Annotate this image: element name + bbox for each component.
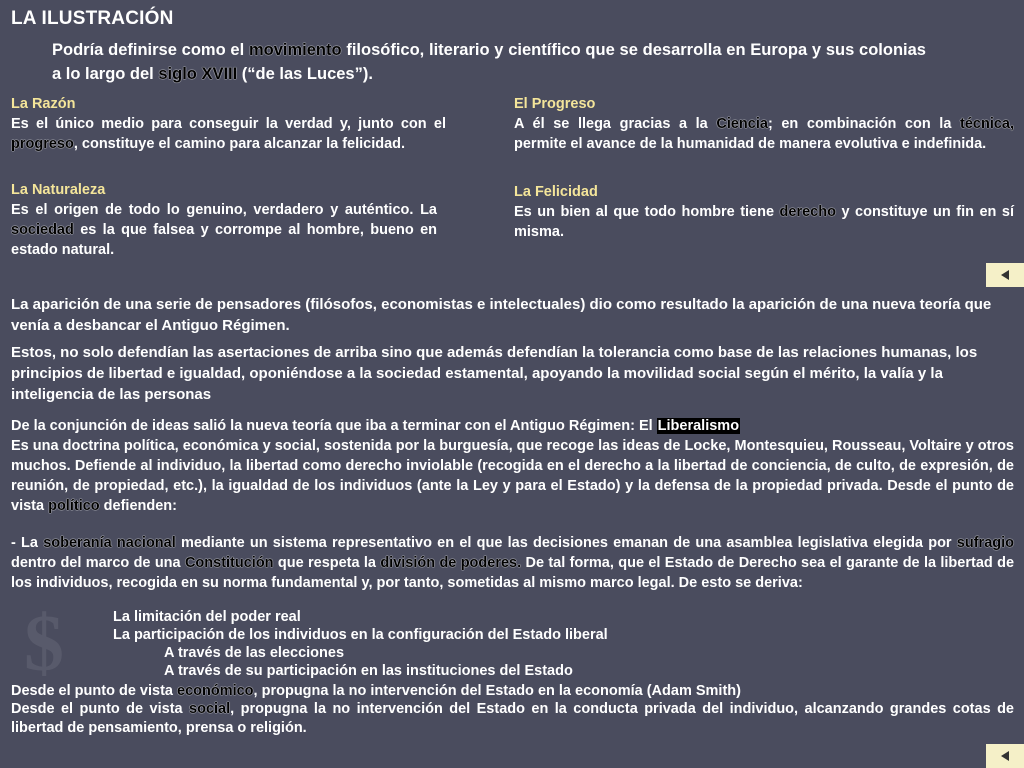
deriva-item-2: La participación de los individuos en la configuración del Estado liberal: [113, 627, 608, 643]
soberania-paragraph: - La soberanía nacional mediante un sistema representativo en el que las decisiones emanan de una asamblea legislativa elegida por sufragio dentro del marco de una Constitución que respeta la división de poderes. De tal forma, que el Estado de Derecho sea el garante de la libertad de los individuos, recogida en su norma fundamental y, por tanto, sometidas al mismo marco legal. De esto se deriva:: [11, 535, 1015, 591]
keyword-social: social: [189, 701, 231, 717]
naturaleza-text: Es el origen de todo lo genuino, verdadero y auténtico. La sociedad es la que falsea y corrompe al hombre, bueno en estado natural.: [11, 202, 437, 258]
felicidad-box: [514, 182, 1014, 242]
keyword-derecho: derecho: [779, 204, 836, 220]
progreso-text: A él se llega gracias a la Ciencia; en combinación con la técnica, permite el avance de la humanidad de manera evolutiva e indefinida.: [514, 116, 1014, 152]
estos-paragraph: Estos, no solo defendían las asertaciones de arriba sino que además defendían la tolerancia como base de las relaciones humanas, los principios de libertad e igualdad, oponiéndose a la sociedad estamental, apoyando la movilidad social según el mérito, la valía y la inteligencia de las personas: [11, 344, 978, 403]
keyword-tecnica: técnica,: [960, 116, 1014, 132]
progreso-box: [514, 94, 1014, 154]
keyword-economico: económico: [177, 683, 254, 699]
naturaleza-heading: La Naturaleza: [11, 182, 106, 198]
back-button[interactable]: [986, 263, 1024, 287]
keyword-liberalismo: Liberalismo: [657, 418, 740, 434]
keyword-siglo: siglo XVIII: [158, 65, 238, 83]
back-button-bottom[interactable]: [986, 744, 1024, 768]
economico-paragraph: Desde el punto de vista económico, propugna la no intervención del Estado en la economía (Adam Smith): [11, 683, 741, 699]
svg-text:$: $: [24, 600, 64, 688]
keyword-ciencia: Ciencia: [716, 116, 768, 132]
triangle-left-icon: [1001, 270, 1009, 280]
keyword-sufragio: sufragio: [956, 535, 1014, 551]
liberalismo-paragraph: De la conjunción de ideas salió la nueva teoría que iba a terminar con el Antiguo Régimen: El Liberalismo Es una doctrina política, económica y social, sostenida por la burguesía, que recoge las ideas de Locke, Montesquieu, Rousseau, Voltaire y otros muchos. Defiende al individuo, la libertad como derecho inviolable (recogida en el derecho a la libertad de conciencia, de culto, de expresión, de reunión, de propiedad, etc.), la igualdad de los individuos (ante la Ley y para el Estado) y la defensa de la propiedad privada. Desde el punto de vista político defienden:: [11, 418, 1014, 514]
keyword-movimiento: movimiento: [248, 41, 342, 59]
social-paragraph: Desde el punto de vista social, propugna la no intervención del Estado en la conducta privada del individuo, alcanzando grandes cotas de libertad de pensamiento, prensa o religión.: [11, 701, 1014, 736]
razon-text: Es el único medio para conseguir la verdad y, junto con el progreso, constituye el camino para alcanzar la felicidad.: [11, 116, 446, 152]
felicidad-text: Es un bien al que todo hombre tiene derecho y constituye un fin en sí misma.: [514, 204, 1014, 240]
keyword-sociedad: sociedad: [11, 222, 74, 238]
keyword-politico: político: [48, 498, 100, 514]
keyword-division-poderes: división de poderes.: [380, 555, 522, 571]
deriva-sub-1: A través de las elecciones: [164, 645, 345, 661]
keyword-soberania: soberanía nacional: [43, 535, 176, 551]
progreso-heading: El Progreso: [514, 96, 596, 112]
keyword-progreso: progreso: [11, 136, 74, 152]
keyword-constitucion: Constitución: [184, 555, 274, 571]
deriva-sub-2: A través de su participación en las instituciones del Estado: [164, 663, 573, 679]
aparicion-paragraph: La aparición de una serie de pensadores (filósofos, economistas e intelectuales) dio como resultado la aparición de una nueva teoría que venía a desbancar el Antiguo Régimen.: [11, 296, 992, 334]
deriva-item-1: La limitación del poder real: [113, 609, 301, 625]
intro-paragraph: Podría definirse como el movimiento filosófico, literario y científico que se desarrolla en Europa y sus colonias a lo largo del siglo XVIII (“de las Luces”).: [52, 41, 926, 83]
razon-heading: La Razón: [11, 96, 76, 112]
page-title: LA ILUSTRACIÓN: [11, 8, 174, 29]
triangle-left-icon: [1001, 751, 1009, 761]
razon-box: [11, 94, 446, 154]
naturaleza-box: [11, 180, 437, 260]
felicidad-heading: La Felicidad: [514, 184, 598, 200]
